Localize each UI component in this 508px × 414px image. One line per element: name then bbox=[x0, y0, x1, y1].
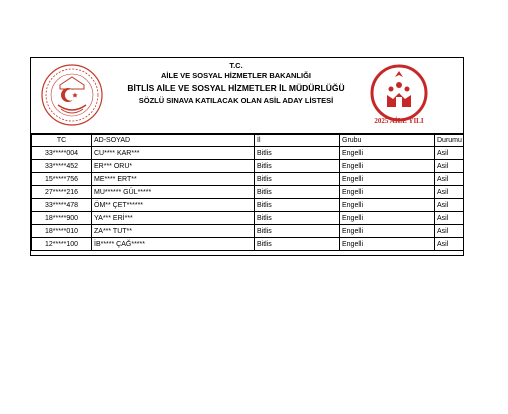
table-row bbox=[32, 238, 464, 251]
table-row bbox=[32, 147, 464, 160]
cell-group: Engelli bbox=[340, 212, 435, 225]
cell-name: MU****** GÜL***** bbox=[92, 186, 255, 199]
cell-status: Asil bbox=[435, 186, 464, 199]
column-header-tc: TC bbox=[32, 135, 92, 147]
cell-tc: 18*****010 bbox=[32, 225, 92, 238]
family-year-caption: 2025 AİLE YILI bbox=[374, 117, 424, 125]
header-list-title: SÖZLÜ SINAVA KATILACAK OLAN ASİL ADAY LİSTESİ bbox=[138, 96, 334, 105]
cell-name: YA*** ERİ*** bbox=[92, 212, 255, 225]
cell-group: Engelli bbox=[340, 147, 435, 160]
cell-group: Engelli bbox=[340, 238, 435, 251]
table-row bbox=[32, 186, 464, 199]
cell-province: Bitlis bbox=[255, 199, 340, 212]
cell-province: Bitlis bbox=[255, 186, 340, 199]
cell-name: ÖM** ÇET****** bbox=[92, 199, 255, 212]
table-header-row bbox=[32, 135, 464, 147]
document-header bbox=[31, 58, 463, 134]
ministry-seal-icon bbox=[40, 63, 104, 127]
cell-tc: 12*****100 bbox=[32, 238, 92, 251]
table-row bbox=[32, 225, 464, 238]
header-ministry: AİLE VE SOSYAL HİZMETLER BAKANLIĞI bbox=[160, 71, 311, 80]
cell-tc: 18*****900 bbox=[32, 212, 92, 225]
column-header-name: AD-SOYAD bbox=[92, 135, 255, 147]
cell-province: Bitlis bbox=[255, 212, 340, 225]
cell-status: Asil bbox=[435, 147, 464, 160]
candidate-table bbox=[31, 134, 464, 251]
table-row bbox=[32, 173, 464, 186]
cell-tc: 27*****216 bbox=[32, 186, 92, 199]
cell-name: İB***** ÇAĞ***** bbox=[92, 238, 255, 251]
cell-status: Asil bbox=[435, 212, 464, 225]
cell-group: Engelli bbox=[340, 173, 435, 186]
cell-group: Engelli bbox=[340, 225, 435, 238]
cell-province: Bitlis bbox=[255, 238, 340, 251]
header-directorate: BİTLİS AİLE VE SOSYAL HİZMETLER İL MÜDÜRLÜĞÜ bbox=[127, 83, 345, 93]
cell-province: Bitlis bbox=[255, 160, 340, 173]
cell-name: ZA*** TUT** bbox=[92, 225, 255, 238]
cell-tc: 33*****452 bbox=[32, 160, 92, 173]
header-tc: T.C. bbox=[229, 61, 243, 70]
cell-status: Asil bbox=[435, 225, 464, 238]
cell-group: Engelli bbox=[340, 160, 435, 173]
table-row bbox=[32, 199, 464, 212]
cell-group: Engelli bbox=[340, 199, 435, 212]
cell-group: Engelli bbox=[340, 186, 435, 199]
cell-province: Bitlis bbox=[255, 173, 340, 186]
cell-name: ER*** ORU* bbox=[92, 160, 255, 173]
cell-status: Asil bbox=[435, 173, 464, 186]
document-sheet bbox=[30, 57, 464, 256]
cell-tc: 33*****478 bbox=[32, 199, 92, 212]
cell-tc: 15*****756 bbox=[32, 173, 92, 186]
family-year-logo-icon bbox=[365, 63, 433, 129]
cell-province: Bitlis bbox=[255, 225, 340, 238]
column-header-province: İl bbox=[255, 135, 340, 147]
table-row bbox=[32, 160, 464, 173]
cell-status: Asil bbox=[435, 199, 464, 212]
column-header-group: Grubu bbox=[340, 135, 435, 147]
cell-name: ME**** ERT** bbox=[92, 173, 255, 186]
table-row bbox=[32, 212, 464, 225]
cell-province: Bitlis bbox=[255, 147, 340, 160]
cell-tc: 33*****004 bbox=[32, 147, 92, 160]
cell-status: Asil bbox=[435, 160, 464, 173]
column-header-status: Durumu bbox=[435, 135, 464, 147]
cell-status: Asil bbox=[435, 238, 464, 251]
cell-name: CU**** KAR*** bbox=[92, 147, 255, 160]
